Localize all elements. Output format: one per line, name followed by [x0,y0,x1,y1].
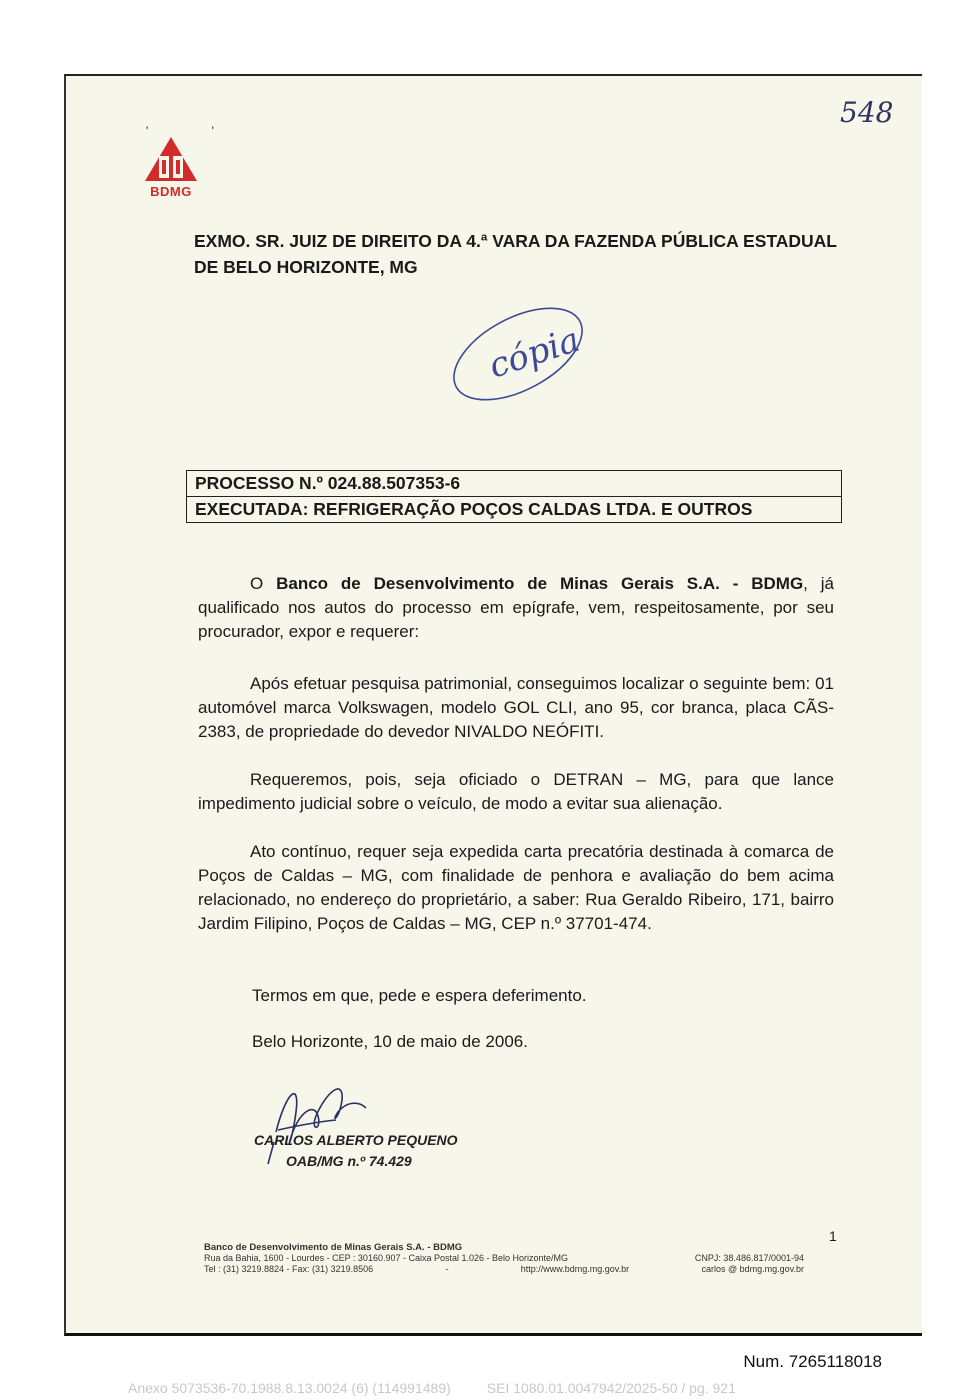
paragraph-4 [198,840,834,936]
process-number: PROCESSO N.º 024.88.507353-6 [195,473,461,493]
process-box [186,470,842,523]
p2-text: Após efetuar pesquisa patrimonial, conseguimos localizar o seguinte bem: 01 automóvel marca Volkswagen, modelo GOL CLI, ano 95, cor branca, placa CÃS-2383, de propriedade do devedor NIVALDO NEÓFITI. [198,674,834,741]
p1-prefix: O [250,574,277,593]
stamp-text: cópia [484,319,585,387]
bdmg-triangle-icon [142,134,200,184]
closing-terms: Termos em que, pede e espera deferimento. [252,986,587,1005]
letterhead-footer [204,1242,804,1275]
signer-name: CARLOS ALBERTO PEQUENO [254,1132,458,1148]
footer-email: carlos @ bdmg.mg.gov.br [701,1264,804,1274]
scanned-page [64,74,922,1336]
document-number: Num. 7265118018 [743,1352,882,1371]
addressee-line-1: EXMO. SR. JUIZ DE DIREITO DA 4.ª VARA DA FAZENDA PÚBLICA ESTADUAL [194,231,837,251]
footer-website: http://www.bdmg.mg.gov.br [520,1264,630,1274]
logo-text: BDMG [150,184,192,199]
signature-block [254,1130,458,1172]
p1-bank-name: Banco de Desenvolvimento de Minas Gerais S.A. - BDMG [276,574,804,593]
page-number: 1 [829,1228,837,1244]
signer-oab: OAB/MG n.º 74.429 [286,1153,412,1169]
addressee-line-2: DE BELO HORIZONTE, MG [194,257,418,277]
place-date: Belo Horizonte, 10 de maio de 2006. [252,1032,528,1051]
reference-line [128,1380,736,1396]
footer-company: Banco de Desenvolvimento de Minas Gerais S.A. - BDMG [204,1242,463,1253]
bdmg-logo [142,134,200,204]
p3-text: Requeremos, pois, seja oficiado o DETRAN – MG, para que lance impedimento judicial sobre o veículo, de modo a evitar sua alienação. [198,770,834,813]
scan-marks: ' ' [146,124,244,138]
footer-dash: - [445,1264,449,1274]
paragraph-3 [198,768,834,816]
p1-rest: , já qualificado nos autos do processo em epígrafe, vem, respeitosamente, por seu procurador, expor e requerer: [198,574,834,641]
paragraph-1 [198,572,834,644]
sei-reference: SEI 1080.01.0047942/2025-50 / pg. 921 [486,1380,736,1396]
attachment-reference: Anexo 5073536-70.1988.8.13.0024 (6) (114991489) [128,1380,451,1396]
executed-party: EXECUTADA: REFRIGERAÇÃO POÇOS CALDAS LTDA. E OUTROS [187,496,841,522]
handwritten-page-number: 548 [840,96,894,129]
footer-phones: Tel : (31) 3219.8824 - Fax: (31) 3219.8506 [204,1264,374,1274]
paragraph-2 [198,672,834,744]
p4-text: Ato contínuo, requer seja expedida carta precatória destinada à comarca de Poços de Caldas – MG, com finalidade de penhora e avaliação do bem acima relacionado, no endereço do proprietário, a saber: Rua Geraldo Ribeiro, 171, bairro Jardim Filipino, Poços de Caldas – MG, CEP n.º 37701-474. [198,842,834,933]
addressee [194,228,854,280]
copia-stamp [436,296,596,411]
footer-cnpj: CNPJ: 38.486.817/0001-94 [694,1253,804,1263]
footer-address: Rua da Bahia, 1600 - Lourdes - CEP : 30160.907 - Caixa Postal 1.026 - Belo Horizonte/MG [204,1253,569,1263]
